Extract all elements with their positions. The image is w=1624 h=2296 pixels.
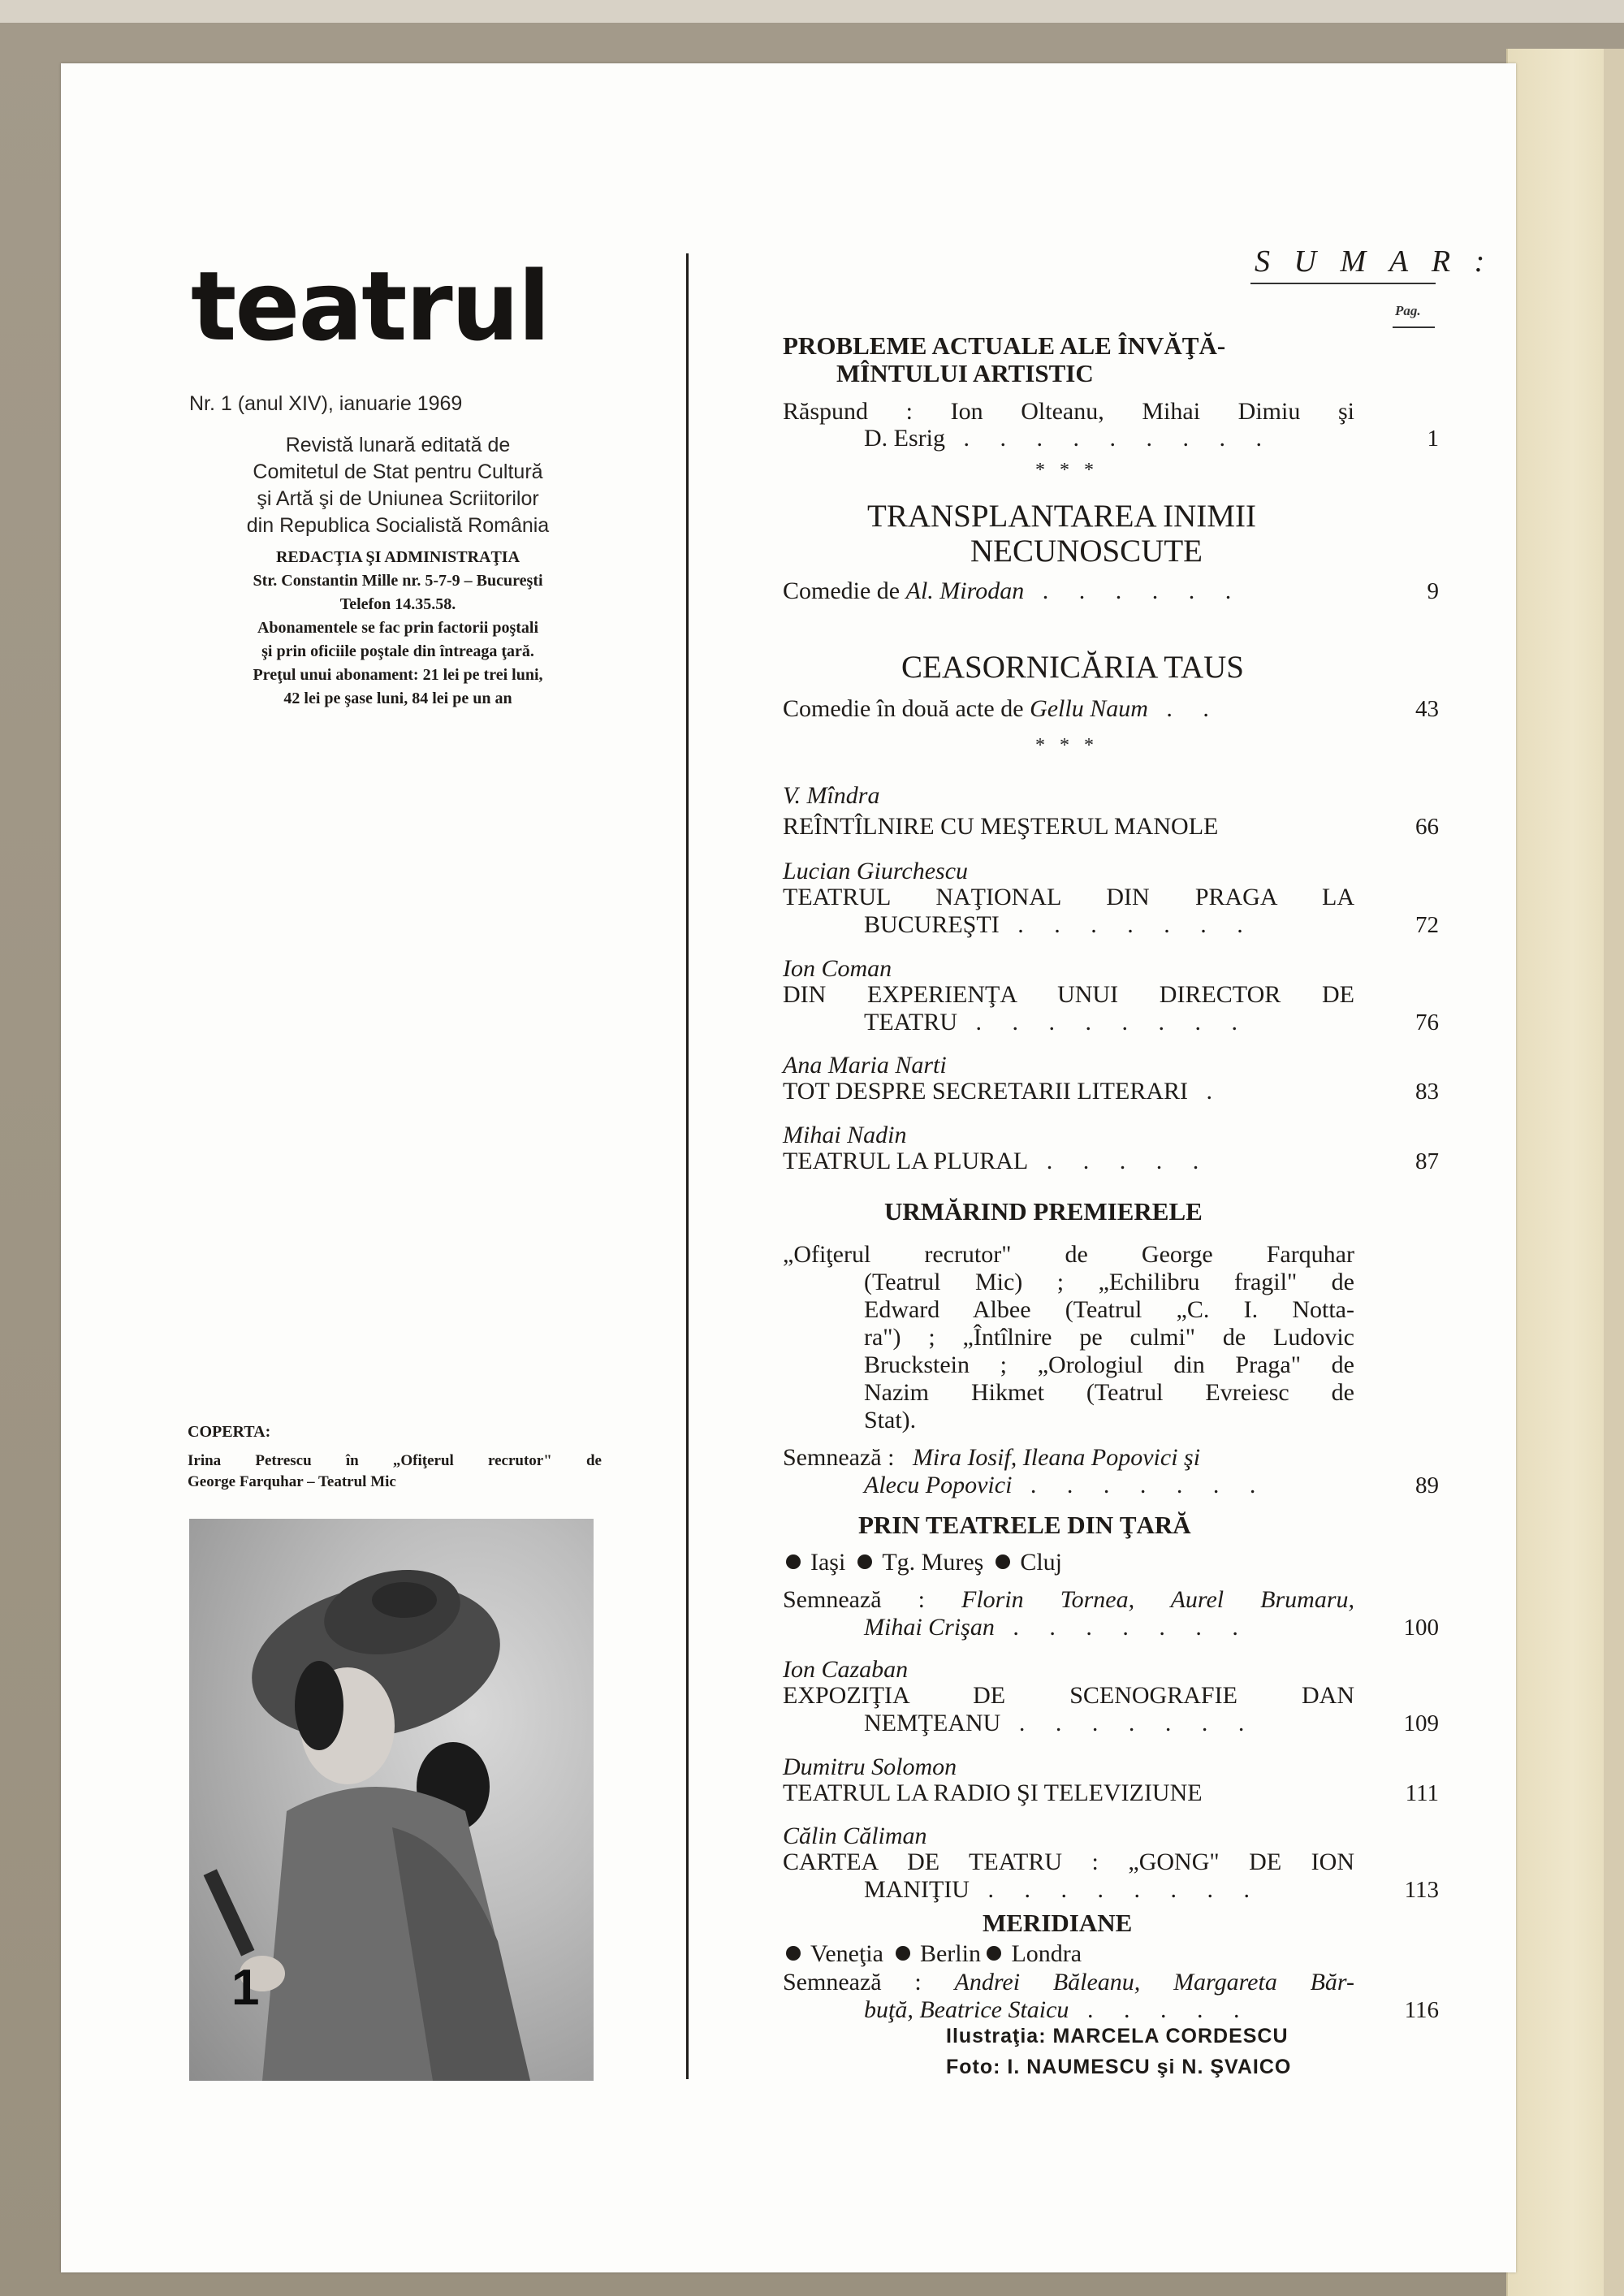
toc-signed-line [783,1968,1354,1997]
toc-entry-title[interactable] [864,1875,1262,1905]
masthead-line: şi Artă şi de Uniunea Scriitorilor [257,487,539,510]
toc-entry-title[interactable] [864,1008,1250,1037]
toc-page-number: 116 [1404,1997,1439,2023]
toc-entry-title[interactable]: REÎNTÎLNIRE CU MEŞTERUL MANOLE [783,813,1219,840]
toc-body-line: Nazim Hikmet (Teatrul Evreiesc de [864,1379,1354,1406]
toc-entry-authors [783,694,1221,724]
toc-author: Mira Iosif, Ileana Popovici şi [912,1444,1201,1471]
cover-number: 1 [231,1960,260,2016]
toc-author: Alecu Popovici [864,1472,1013,1498]
toc-body-line: Stat). [864,1407,917,1433]
toc-prefix: Semnează : [783,1586,925,1613]
toc-author: Călin Căliman [783,1823,927,1849]
toc-page-number: 111 [1405,1780,1439,1806]
city-name: Berlin [919,1940,981,1967]
toc-body-line: „Ofiţerul recrutor" de George Farquhar [783,1241,1354,1268]
toc-title-text: NEMŢEANU [864,1710,1001,1736]
bullet-icon [857,1554,872,1569]
toc-entry-title[interactable]: CARTEA DE TEATRU : „GONG" DE ION [783,1848,1354,1875]
toc-author-text: D. Esrig [864,425,945,452]
hat-ribbon [372,1582,437,1618]
photo-credits [946,2021,1291,2082]
admin-line: REDACŢIA ŞI ADMINISTRAŢIA [275,548,520,566]
toc-page-number: 76 [1415,1010,1439,1036]
toc-author: Gellu Naum [1030,695,1148,722]
masthead-text [183,432,613,539]
admin-line: Str. Constantin Mille nr. 5-7-9 – Bucureşti [253,572,543,590]
toc-entry-title[interactable]: DIN EXPERIENŢA UNUI DIRECTOR DE [783,981,1354,1008]
asterisk-separator: * * * [1035,460,1099,481]
toc-entry-title[interactable] [783,1147,1211,1176]
toc-author: Ion Cazaban [783,1656,909,1683]
toc-entry-title[interactable]: TRANSPLANTAREA INIMII [867,499,1256,534]
admin-line: şi prin oficiile poştale din întreaga ţară. [261,642,534,660]
administration-text [183,546,613,711]
toc-author: Florin Tornea, Aurel Brumaru, [961,1586,1355,1613]
masthead-line: Revistă lunară editată de [285,434,511,456]
illustration-credit: Ilustraţia: MARCELA CORDESCU [946,2025,1289,2047]
toc-page-number: 83 [1415,1079,1439,1105]
dot-leader: . . . . . . . [1012,1472,1268,1498]
toc-entry-title[interactable] [864,910,1255,940]
masthead-line: Comitetul de Stat pentru Cultură [253,460,543,483]
toc-prefix: Semnează : [783,1444,895,1471]
toc-body-line: ra") ; „Întîlnire pe culmi" de Ludovic [864,1324,1354,1351]
dot-leader: . . . . . . . [1000,1710,1257,1736]
toc-entry-title[interactable]: PROBLEME ACTUALE ALE ÎNVĂŢĂ- [783,331,1226,360]
toc-page-number: 109 [1403,1710,1439,1736]
toc-author: Ana Maria Narti [783,1052,947,1079]
toc-author: Mihai Crişan [864,1614,995,1641]
toc-prefix: Comedie în două acte de [783,695,1024,722]
toc-author: Dumitru Solomon [783,1753,957,1780]
bullet-icon [996,1554,1010,1569]
binder-top-edge [0,0,1624,23]
toc-author: Ion Coman [783,955,892,982]
dot-leader: . . [1147,695,1221,722]
toc-author: V. Mîndra [783,782,880,809]
admin-line: Abonamentele se fac prin factorii poştali [257,619,539,637]
toc-title-text: TEATRU [864,1009,957,1036]
toc-body-line: Bruckstein ; „Orologiul din Praga" de [864,1351,1354,1378]
sword-hilt [204,1869,255,1956]
toc-body-line: (Teatrul Mic) ; „Echilibru fragil" de [864,1269,1354,1295]
toc-section-heading[interactable]: MERIDIANE [983,1909,1133,1937]
toc-entry-title[interactable]: TEATRUL NAŢIONAL DIN PRAGA LA [783,884,1354,910]
city-name: Tg. Mureş [882,1549,984,1576]
city-list [786,1939,1082,1969]
toc-entry-authors [783,577,1243,606]
toc-page-number: 72 [1415,912,1439,938]
city-list [786,1548,1062,1577]
city-name: Cluj [1020,1549,1062,1576]
page-column-label: Pag. [1395,303,1421,318]
toc-entry-authors: Răspund : Ion Olteanu, Mihai Dimiu şi [783,398,1354,425]
toc-author: Andrei Băleanu, Margareta Băr- [954,1969,1355,1995]
toc-entry-title[interactable]: TEATRUL LA RADIO ŞI TELEVIZIUNE [783,1779,1203,1806]
toc-page-number: 89 [1415,1472,1439,1498]
toc-title-text: TOT DESPRE SECRETARII LITERARI [783,1078,1188,1105]
toc-entry-title[interactable]: CEASORNICĂRIA TAUS [901,650,1244,685]
binding-edge [1604,49,1624,2296]
toc-page-number: 100 [1403,1615,1439,1641]
dot-leader: . . . . . [1069,1996,1252,2023]
toc-page-number: 87 [1415,1148,1439,1174]
cover-caption-line: Irina Petrescu în „Ofiţerul recrutor" de [188,1452,602,1469]
dot-leader: . . . . . . . [999,911,1255,938]
toc-body-line: Edward Albee (Teatrul „C. I. Notta- [864,1296,1354,1323]
magazine-logo: teatrul [191,250,550,362]
admin-line: Preţul unui abonament: 21 lei pe trei luni, [253,666,543,684]
toc-entry-authors [864,424,1274,453]
toc-entry-title[interactable]: MÎNTULUI ARTISTIC [836,359,1094,387]
cover-label: COPERTA: [188,1423,271,1441]
toc-entry-title[interactable] [864,1709,1256,1738]
dot-leader: . . . . . . . . [969,1876,1262,1903]
toc-author: buţă, Beatrice Staicu [864,1996,1069,2023]
toc-prefix: Semnează : [783,1969,922,1995]
admin-line: Telefon 14.35.58. [339,595,456,613]
dot-leader: . . . . . . . . [957,1009,1250,1036]
admin-line: 42 lei pe şase luni, 84 lei pe un an [283,690,512,707]
bullet-icon [896,1946,910,1961]
dot-leader: . . . . . . . . . [945,425,1274,452]
column-divider [686,253,689,2079]
toc-signed-line [783,1585,1354,1615]
cover-caption-line: George Farquhar – Teatrul Mic [188,1473,396,1490]
contents-heading-rule [1250,283,1436,284]
toc-section-heading[interactable]: PRIN TEATRELE DIN ŢARĂ [858,1511,1191,1539]
dot-leader: . [1188,1078,1224,1105]
toc-signed-line [783,1443,1354,1472]
toc-title-text: TEATRUL LA PLURAL [783,1148,1029,1174]
toc-entry-title[interactable]: EXPOZIŢIA DE SCENOGRAFIE DAN [783,1682,1354,1709]
toc-section-heading[interactable]: URMĂRIND PREMIERELE [884,1197,1203,1226]
toc-page-number: 113 [1404,1877,1439,1903]
toc-author: Mihai Nadin [783,1122,907,1148]
masthead-line: din Republica Socialistă România [246,514,550,537]
toc-page-number: 43 [1415,696,1439,722]
contents-heading: S U M A R : [1255,244,1493,279]
bullet-icon [786,1946,801,1961]
cover-caption [188,1451,602,1493]
asterisk-separator: * * * [1035,735,1099,756]
dot-leader: . . . . . . . [994,1614,1250,1641]
city-name: Veneţia [810,1940,883,1967]
toc-signed-line [864,1471,1268,1500]
toc-page-number: 66 [1415,814,1439,840]
toc-author: Lucian Giurchescu [783,858,969,884]
city-name: Iaşi [810,1549,846,1576]
toc-prefix: Comedie de [783,577,901,604]
photo-credit: Foto: I. NAUMESCU şi N. ŞVAICO [946,2056,1292,2078]
toc-title-text: MANIŢIU [864,1876,970,1903]
toc-title-text: BUCUREŞTI [864,911,1000,938]
dot-leader: . . . . . . [1024,577,1244,604]
cover-photo [189,1519,594,2081]
toc-entry-title[interactable]: NECUNOSCUTE [970,534,1203,569]
hair [295,1661,343,1750]
toc-page-number: 1 [1427,426,1439,452]
issue-line: Nr. 1 (anul XIV), ianuarie 1969 [189,392,463,415]
toc-author: Al. Mirodan [905,577,1025,604]
city-name: Londra [1011,1940,1082,1967]
dot-leader: . . . . . [1028,1148,1212,1174]
toc-page-number: 9 [1427,578,1439,604]
bullet-icon [987,1946,1001,1961]
toc-entry-title[interactable] [783,1077,1224,1106]
bullet-icon [786,1554,801,1569]
page-column-rule [1393,326,1435,328]
toc-signed-line [864,1613,1250,1642]
